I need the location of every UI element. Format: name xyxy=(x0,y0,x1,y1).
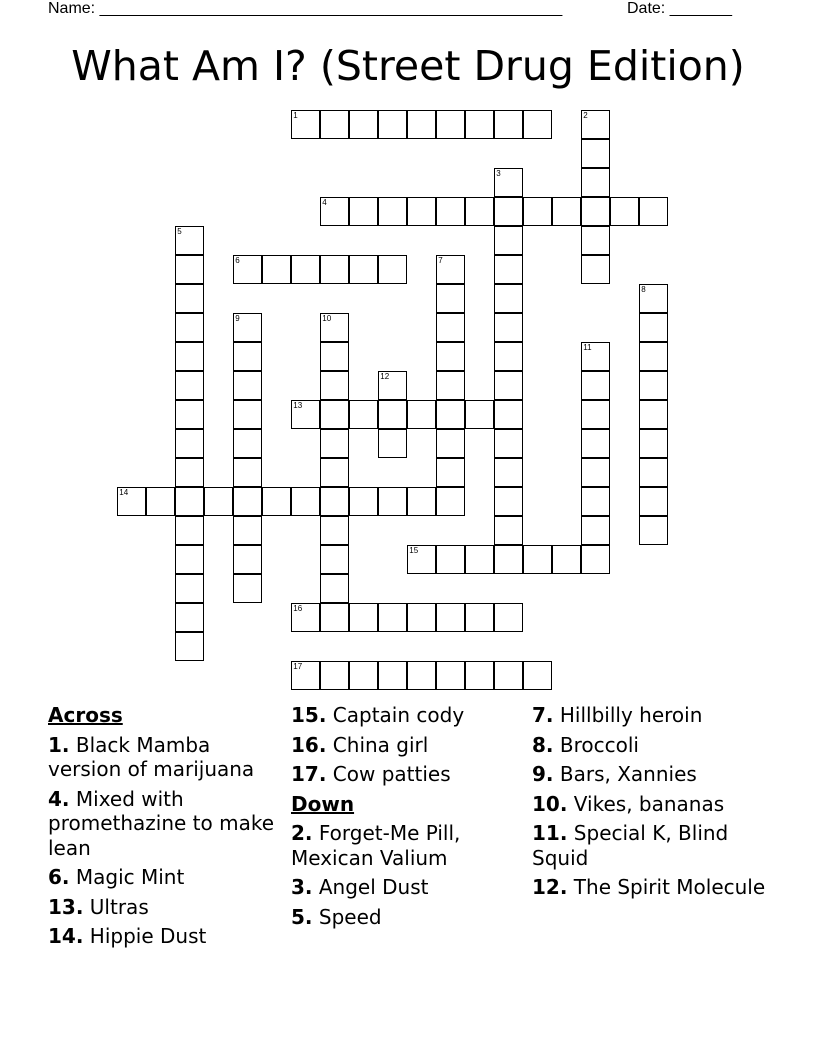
crossword-cell[interactable] xyxy=(320,255,349,284)
crossword-cell[interactable] xyxy=(581,342,610,371)
crossword-cell[interactable] xyxy=(175,632,204,661)
crossword-cell[interactable] xyxy=(349,110,378,139)
crossword-cell[interactable] xyxy=(436,400,465,429)
clue-across-15 xyxy=(291,703,531,728)
crossword-cell[interactable] xyxy=(378,400,407,429)
crossword-cell[interactable] xyxy=(407,110,436,139)
clue-text: Broccoli xyxy=(559,732,639,757)
cell-number: 15 xyxy=(409,546,419,556)
crossword-cell[interactable] xyxy=(581,545,610,574)
crossword-cell[interactable] xyxy=(407,400,436,429)
crossword-cell[interactable] xyxy=(436,603,465,632)
clue-text: Magic Mint xyxy=(75,865,185,889)
crossword-cell[interactable] xyxy=(175,400,204,429)
crossword-cell[interactable] xyxy=(233,429,262,458)
clue-across-14 xyxy=(48,924,288,949)
crossword-cell[interactable] xyxy=(320,197,349,226)
crossword-cell[interactable] xyxy=(523,197,552,226)
crossword-cell[interactable] xyxy=(291,487,320,516)
clue-number: 6. xyxy=(48,865,70,889)
crossword-cell[interactable] xyxy=(639,313,668,342)
crossword-cell[interactable] xyxy=(146,487,175,516)
crossword-cell[interactable] xyxy=(320,371,349,400)
crossword-cell[interactable] xyxy=(175,458,204,487)
crossword-cell[interactable] xyxy=(320,313,349,342)
crossword-cell[interactable] xyxy=(436,458,465,487)
crossword-cell[interactable] xyxy=(407,545,436,574)
cell-number: 16 xyxy=(293,604,303,614)
crossword-cell[interactable] xyxy=(639,516,668,545)
cell-number: 7 xyxy=(438,256,443,266)
crossword-cell[interactable] xyxy=(407,661,436,690)
crossword-cell[interactable] xyxy=(291,255,320,284)
crossword-cell[interactable] xyxy=(639,458,668,487)
crossword-cell[interactable] xyxy=(639,487,668,516)
crossword-cell[interactable] xyxy=(465,400,494,429)
clue-text: Special K, Blind Squid xyxy=(532,821,729,870)
crossword-cell[interactable] xyxy=(175,603,204,632)
crossword-cell[interactable] xyxy=(581,429,610,458)
crossword-cell[interactable] xyxy=(523,545,552,574)
crossword-cell[interactable] xyxy=(175,516,204,545)
cell-number: 9 xyxy=(235,314,240,324)
crossword-cell[interactable] xyxy=(204,487,233,516)
clue-text: Hippie Dust xyxy=(89,924,207,948)
crossword-cell[interactable] xyxy=(175,226,204,255)
crossword-cell[interactable] xyxy=(465,197,494,226)
clue-across-4 xyxy=(48,787,288,861)
crossword-cell[interactable] xyxy=(320,545,349,574)
clue-text: Black Mamba version of marijuana xyxy=(48,732,255,781)
crossword-cell[interactable] xyxy=(233,371,262,400)
clue-number: 5. xyxy=(291,904,313,929)
crossword-cell[interactable] xyxy=(233,487,262,516)
clue-number: 13. xyxy=(48,894,84,919)
cell-number: 8 xyxy=(641,285,646,295)
crossword-cell[interactable] xyxy=(465,110,494,139)
crossword-cell[interactable] xyxy=(494,545,523,574)
clue-number: 16. xyxy=(291,732,327,757)
crossword-cell[interactable] xyxy=(175,574,204,603)
crossword-cell[interactable] xyxy=(175,255,204,284)
page-title: What Am I? (Street Drug Edition) xyxy=(71,42,745,90)
crossword-cell[interactable] xyxy=(436,284,465,313)
crossword-cell[interactable] xyxy=(349,197,378,226)
clue-text: Ultras xyxy=(89,894,149,919)
cell-number: 1 xyxy=(293,111,298,121)
clue-column-2 xyxy=(291,703,531,934)
clue-number: 11. xyxy=(532,821,568,845)
crossword-cell[interactable] xyxy=(639,284,668,313)
clue-text: Forget-Me Pill, Mexican Valium xyxy=(291,821,461,870)
crossword-cell[interactable] xyxy=(320,516,349,545)
cell-number: 17 xyxy=(293,662,303,672)
crossword-cell[interactable] xyxy=(349,603,378,632)
clue-number: 12. xyxy=(532,875,568,899)
crossword-cell[interactable] xyxy=(581,371,610,400)
crossword-cell[interactable] xyxy=(262,487,291,516)
crossword-cell[interactable] xyxy=(610,197,639,226)
clue-text: Hillbilly heroin xyxy=(559,703,703,727)
crossword-cell[interactable] xyxy=(291,661,320,690)
clue-column-3 xyxy=(532,703,772,905)
crossword-cell[interactable] xyxy=(291,400,320,429)
crossword-cell[interactable] xyxy=(436,313,465,342)
crossword-cell[interactable] xyxy=(494,313,523,342)
crossword-cell[interactable] xyxy=(581,400,610,429)
crossword-cell[interactable] xyxy=(320,400,349,429)
clue-down-5 xyxy=(291,905,531,930)
crossword-cell[interactable] xyxy=(378,110,407,139)
clue-number: 4. xyxy=(48,786,70,811)
crossword-cell[interactable] xyxy=(552,545,581,574)
crossword-cell[interactable] xyxy=(436,197,465,226)
crossword-cell[interactable] xyxy=(523,110,552,139)
crossword-cell[interactable] xyxy=(581,487,610,516)
clue-number: 3. xyxy=(291,875,313,899)
crossword-cell[interactable] xyxy=(494,226,523,255)
crossword-cell[interactable] xyxy=(233,516,262,545)
crossword-cell[interactable] xyxy=(552,197,581,226)
cell-number: 3 xyxy=(496,169,501,179)
clue-number: 15. xyxy=(291,703,327,727)
crossword-cell[interactable] xyxy=(581,516,610,545)
crossword-cell[interactable] xyxy=(436,545,465,574)
crossword-cell[interactable] xyxy=(436,110,465,139)
crossword-cell[interactable] xyxy=(349,661,378,690)
crossword-cell[interactable] xyxy=(494,429,523,458)
clue-text: Bars, Xannies xyxy=(559,762,697,786)
crossword-cell[interactable] xyxy=(407,197,436,226)
crossword-cell[interactable] xyxy=(639,429,668,458)
crossword-cell[interactable] xyxy=(581,458,610,487)
down-heading: Down xyxy=(291,791,355,816)
clue-text: Mixed with promethazine to make lean xyxy=(48,786,275,860)
crossword-cell[interactable] xyxy=(233,400,262,429)
clue-text: China girl xyxy=(332,732,429,757)
crossword-cell[interactable] xyxy=(320,661,349,690)
clue-number: 17. xyxy=(291,762,327,786)
clue-number: 7. xyxy=(532,703,554,727)
crossword-cell[interactable] xyxy=(262,255,291,284)
crossword-cell[interactable] xyxy=(639,197,668,226)
cell-number: 5 xyxy=(177,227,182,237)
crossword-cell[interactable] xyxy=(494,284,523,313)
date-field: Date: _______ xyxy=(627,0,732,17)
clue-down-8 xyxy=(532,733,772,758)
cell-number: 11 xyxy=(583,343,592,353)
crossword-cell[interactable] xyxy=(320,429,349,458)
crossword-cell[interactable] xyxy=(378,487,407,516)
clue-across-17 xyxy=(291,762,531,787)
clue-text: Captain cody xyxy=(332,703,465,727)
crossword-cell[interactable] xyxy=(378,197,407,226)
clue-down-11 xyxy=(532,821,772,870)
crossword-cell[interactable] xyxy=(349,400,378,429)
crossword-cell[interactable] xyxy=(175,429,204,458)
crossword-cell[interactable] xyxy=(175,371,204,400)
clue-text: The Spirit Molecule xyxy=(573,875,766,899)
crossword-cell[interactable] xyxy=(494,342,523,371)
crossword-cell[interactable] xyxy=(436,342,465,371)
name-field: Name: ____________________________________________________ xyxy=(48,0,563,17)
crossword-cell[interactable] xyxy=(494,603,523,632)
crossword-cell[interactable] xyxy=(407,603,436,632)
crossword-cell[interactable] xyxy=(465,545,494,574)
crossword-cell[interactable] xyxy=(378,255,407,284)
crossword-cell[interactable] xyxy=(378,371,407,400)
crossword-cell[interactable] xyxy=(581,110,610,139)
crossword-cell[interactable] xyxy=(494,255,523,284)
cell-number: 4 xyxy=(322,198,327,208)
crossword-cell[interactable] xyxy=(494,168,523,197)
clue-number: 10. xyxy=(532,791,568,816)
clue-text: Vikes, bananas xyxy=(573,791,725,816)
crossword-cell[interactable] xyxy=(233,342,262,371)
crossword-cell[interactable] xyxy=(494,371,523,400)
crossword-cell[interactable] xyxy=(349,487,378,516)
clue-down-7 xyxy=(532,703,772,728)
crossword-cell[interactable] xyxy=(494,400,523,429)
clue-number: 1. xyxy=(48,732,70,757)
clue-down-10 xyxy=(532,792,772,817)
crossword-cell[interactable] xyxy=(436,255,465,284)
crossword-cell[interactable] xyxy=(494,110,523,139)
crossword-cell[interactable] xyxy=(407,487,436,516)
clue-column-1 xyxy=(48,703,288,954)
clue-number: 9. xyxy=(532,762,554,786)
crossword-cell[interactable] xyxy=(494,661,523,690)
crossword-cell[interactable] xyxy=(233,545,262,574)
clue-number: 2. xyxy=(291,821,313,845)
crossword-cell[interactable] xyxy=(436,661,465,690)
crossword-cell[interactable] xyxy=(320,110,349,139)
crossword-cell[interactable] xyxy=(465,603,494,632)
crossword-cell[interactable] xyxy=(436,487,465,516)
clue-down-3 xyxy=(291,875,531,900)
cell-number: 2 xyxy=(583,111,588,121)
crossword-cell[interactable] xyxy=(494,197,523,226)
crossword-cell[interactable] xyxy=(233,574,262,603)
crossword-cell[interactable] xyxy=(291,110,320,139)
crossword-cell[interactable] xyxy=(581,197,610,226)
crossword-cell[interactable] xyxy=(581,255,610,284)
clue-down-2 xyxy=(291,821,531,870)
crossword-cell[interactable] xyxy=(233,255,262,284)
crossword-cell[interactable] xyxy=(175,545,204,574)
clue-down-12 xyxy=(532,875,772,900)
crossword-cell[interactable] xyxy=(233,458,262,487)
crossword-cell[interactable] xyxy=(494,516,523,545)
crossword-cell[interactable] xyxy=(494,458,523,487)
crossword-cell[interactable] xyxy=(581,226,610,255)
crossword-cell[interactable] xyxy=(639,342,668,371)
crossword-cell[interactable] xyxy=(523,661,552,690)
crossword-cell[interactable] xyxy=(436,429,465,458)
crossword-cell[interactable] xyxy=(320,574,349,603)
crossword-cell[interactable] xyxy=(291,603,320,632)
crossword-cell[interactable] xyxy=(175,284,204,313)
clue-across-1 xyxy=(48,733,288,782)
clue-number: 8. xyxy=(532,732,554,757)
crossword-cell[interactable] xyxy=(465,661,494,690)
clue-across-16 xyxy=(291,733,531,758)
crossword-cell[interactable] xyxy=(320,487,349,516)
cell-number: 6 xyxy=(235,256,240,266)
crossword-cell[interactable] xyxy=(436,371,465,400)
clue-number: 14. xyxy=(48,924,84,948)
cell-number: 13 xyxy=(293,401,303,411)
crossword-cell[interactable] xyxy=(349,255,378,284)
cell-number: 12 xyxy=(380,372,390,382)
clue-text: Cow patties xyxy=(332,762,451,786)
crossword-cell[interactable] xyxy=(494,487,523,516)
clue-text: Angel Dust xyxy=(318,875,429,899)
crossword-cell[interactable] xyxy=(117,487,146,516)
crossword-cell[interactable] xyxy=(175,342,204,371)
crossword-cell[interactable] xyxy=(175,313,204,342)
crossword-cell[interactable] xyxy=(378,603,407,632)
clue-across-6 xyxy=(48,865,288,890)
crossword-cell[interactable] xyxy=(639,400,668,429)
cell-number: 14 xyxy=(119,488,129,498)
cell-number: 10 xyxy=(322,314,332,324)
crossword-cell[interactable] xyxy=(378,661,407,690)
crossword-cell[interactable] xyxy=(233,313,262,342)
crossword-cell[interactable] xyxy=(320,603,349,632)
clue-text: Speed xyxy=(318,904,382,929)
clue-down-9 xyxy=(532,762,772,787)
across-heading: Across xyxy=(48,703,123,727)
crossword-cell[interactable] xyxy=(639,371,668,400)
crossword-cell[interactable] xyxy=(581,139,610,168)
crossword-cell[interactable] xyxy=(320,458,349,487)
crossword-cell[interactable] xyxy=(320,342,349,371)
crossword-cell[interactable] xyxy=(378,429,407,458)
crossword-cell[interactable] xyxy=(175,487,204,516)
clue-across-13 xyxy=(48,895,288,920)
crossword-cell[interactable] xyxy=(581,168,610,197)
